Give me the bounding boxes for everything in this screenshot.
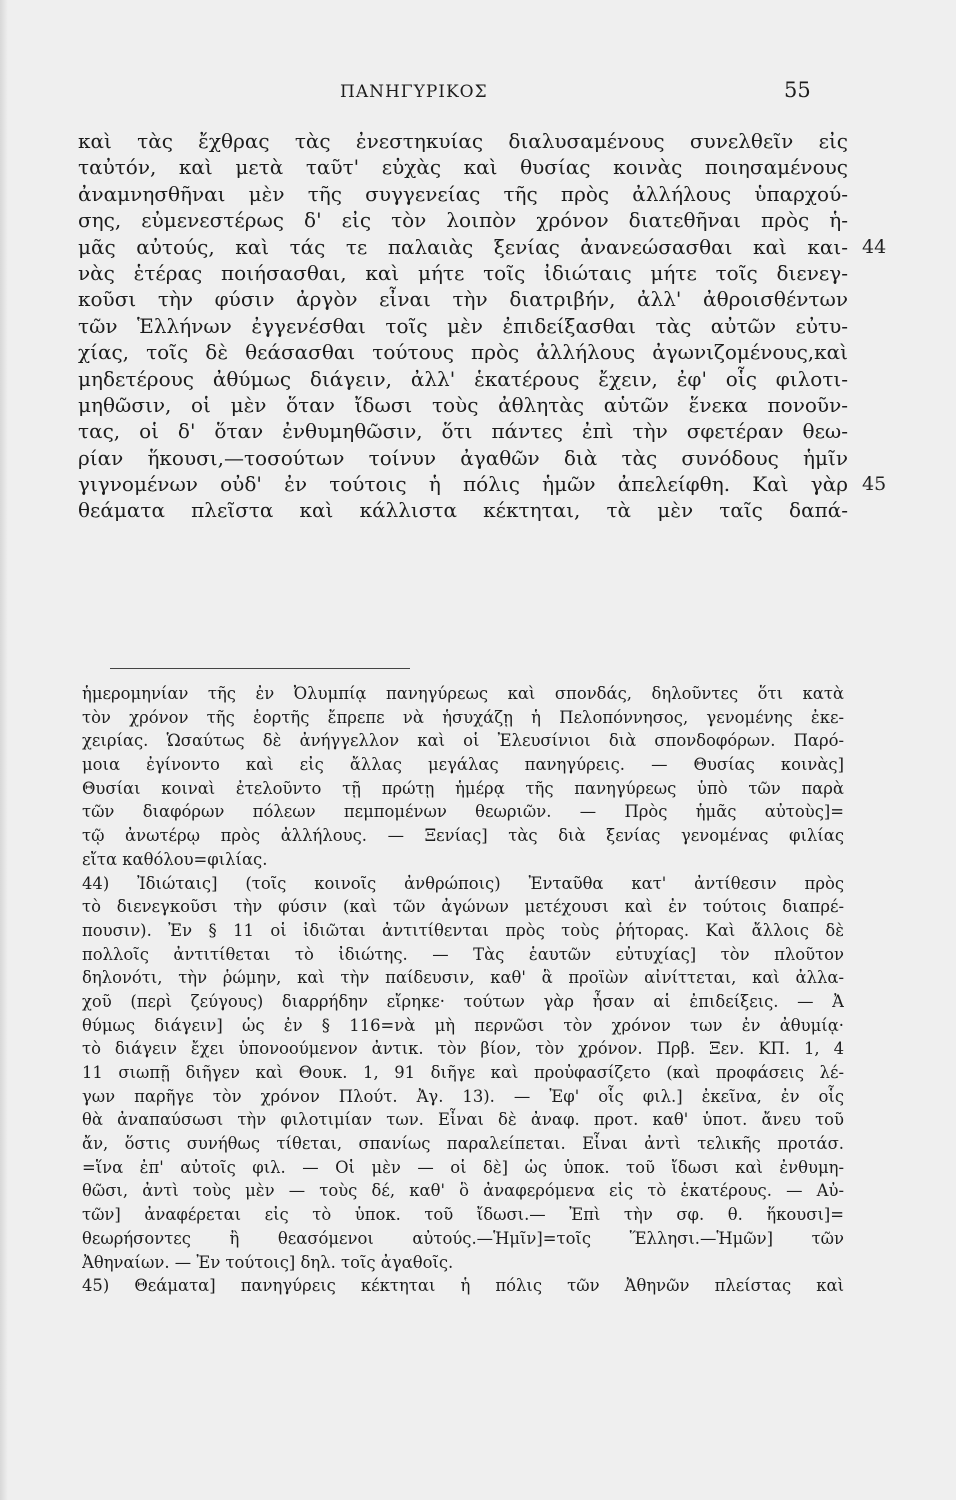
note-line: θύμως διάγειν] ὡς ἐν § 116=νὰ μὴ περνῶσι τὸν χρόνον των ἐν ἀθυμίᾳ· bbox=[82, 1015, 844, 1035]
page-header bbox=[0, 78, 956, 108]
note-line: εἴτα καθόλου=φιλίας. bbox=[82, 849, 268, 869]
note-line: τῶν διαφόρων πόλεων πεμπομένων θεωριῶν. — Πρὸς ἡμᾶς αὐτοὺς]= bbox=[82, 802, 844, 822]
note-line: μοια ἐγίνοντο καὶ εἰς ἄλλας μεγάλας πανηγύρεις. — Θυσίας κοινὰς] bbox=[82, 755, 844, 775]
note-line: τῶν] ἀναφέρεται εἰς τὸ ὑποκ. τοῦ ἴδωσι.— Ἐπὶ τὴν σφ. θ. ἥκουσι]= bbox=[82, 1205, 844, 1225]
note-line: Ἀθηναίων. — Ἐν τούτοις] δηλ. τοῖς ἀγαθοῖς. bbox=[82, 1252, 454, 1272]
note-line: χοῦ (περὶ ζεύγους) διαρρήδην εἴρηκε· τούτων γὰρ ἦσαν αἱ ἐπιδείξεις. — Ἀ bbox=[82, 991, 844, 1011]
main-text-line-content: τῶν Ἑλλήνων ἐγγενέσθαι τοῖς μὲν ἐπιδείξασθαι τὰς αὐτῶν εὐτυ- bbox=[78, 313, 848, 338]
main-text-line-content: νὰς ἑτέρας ποιήσασθαι, καὶ μήτε τοῖς ἰδιώταις μήτε τοῖς διενεγ- bbox=[78, 260, 848, 285]
main-text-line bbox=[78, 234, 887, 260]
main-text-line bbox=[78, 339, 848, 365]
note-line: ἄν, ὅστις συνήθως τίθεται, σπανίως παραλείπεται. Εἶναι ἀντὶ τελικῆς προτάσ. bbox=[82, 1134, 844, 1154]
main-text-line bbox=[78, 392, 848, 418]
main-text-line bbox=[78, 497, 848, 523]
main-text-line-content: κοῦσι τὴν φύσιν ἀργὸν εἶναι τὴν διατριβήν, ἀλλ' ἀθροισθέντων bbox=[78, 287, 848, 312]
main-text-line bbox=[78, 286, 848, 312]
note-line: πολλοῖς ἀντιτίθεται τὸ ἰδιώτης. — Τὰς ἑαυτῶν εὐτυχίας] τὸν πλοῦτον bbox=[82, 944, 844, 964]
page-gutter-shadow bbox=[0, 0, 8, 1500]
main-text-line bbox=[78, 313, 848, 339]
note-line: θεωρήσοντες ἢ θεασόμενοι αὐτούς.—Ἡμῖν]=τοῖς Ἕλλησι.—Ἡμῶν] τῶν bbox=[82, 1228, 844, 1248]
main-text-line bbox=[78, 128, 848, 154]
note-line: θῶσι, ἀντὶ τοὺς μὲν — τοὺς δέ, καθ' ὃ ἀναφερόμενα εἰς τὸ ἑκατέρους. — Αὐ- bbox=[82, 1181, 844, 1201]
main-text-line-content: θεάματα πλεῖστα καὶ κάλλιστα κέκτηται, τὰ μὲν ταῖς δαπά- bbox=[78, 498, 848, 523]
note-line: τὸ διάγειν ἔχει ὑπονοούμενον ἀντικ. τὸν βίον, τὸν χρόνον. Πρβ. Ξεν. ΚΠ. 1, 4 bbox=[82, 1039, 844, 1059]
note-line: πουσιν). Ἐν § 11 οἱ ἰδιῶται ἀντιτίθενται πρὸς τοὺς ῥήτορας. Καὶ ἄλλοις δὲ bbox=[82, 920, 844, 940]
margin-section-number: 44 bbox=[862, 235, 887, 258]
main-text-line-content: ρίαν ἥκουσι,—τοσούτων τοίνυν ἀγαθῶν διὰ τὰς συνόδους ἡμῖν bbox=[78, 445, 848, 470]
main-text-line-content: ταὐτόν, καὶ μετὰ ταῦτ' εὐχὰς καὶ θυσίας κοινὰς ποιησαμένους bbox=[78, 155, 848, 180]
main-text-line bbox=[78, 418, 848, 444]
main-text-line-content: σης, εὐμενεστέρως δ' εἰς τὸν λοιπὸν χρόνον διατεθῆναι πρὸς ἡ- bbox=[78, 208, 848, 233]
main-text-line-content: καὶ τὰς ἔχθρας τὰς ἐνεστηκυίας διαλυσαμένους συνελθεῖν εἰς bbox=[78, 129, 848, 153]
note-line: 45) Θεάματα] πανηγύρεις κέκτηται ἡ πόλις τῶν Ἀθηνῶν πλείστας καὶ bbox=[82, 1276, 844, 1296]
main-text-line bbox=[78, 154, 848, 180]
main-text-line bbox=[78, 260, 848, 286]
note-line: 44) Ἰδιώταις] (τοῖς κοινοῖς ἀνθρώποις) Ἐνταῦθα κατ' ἀντίθεσιν πρὸς bbox=[82, 873, 844, 893]
main-text-line-content: ἀναμνησθῆναι μὲν τῆς συγγενείας τῆς πρὸς ἀλλήλους ὑπαρχού- bbox=[78, 181, 848, 206]
main-text-line bbox=[78, 181, 848, 207]
note-line: =ἵνα ἐπ' αὐτοῖς φιλ. — Οἱ μὲν — οἱ δὲ] ὡς ὑποκ. τοῦ ἴδωσι καὶ ἐνθυμη- bbox=[82, 1157, 844, 1177]
page-number: 55 bbox=[784, 78, 811, 102]
note-line: ἡμερομηνίαν τῆς ἐν Ὀλυμπίᾳ πανηγύρεως καὶ σπονδάς, δηλοῦντες ὅτι κατὰ bbox=[82, 684, 844, 703]
main-text-line-content: μᾶς αὐτούς, καὶ τάς τε παλαιὰς ξενίας ἀνανεώσασθαι καὶ και- bbox=[78, 234, 848, 259]
main-text-line bbox=[78, 471, 887, 497]
note-line: τὸν χρόνον τῆς ἑορτῆς ἔπρεπε νὰ ἡσυχάζῃ ἡ Πελοπόννησος, γενομένης ἐκε- bbox=[82, 707, 844, 727]
main-text-line-content: χίας, τοῖς δὲ θεάσασθαι τούτους πρὸς ἀλλήλους ἀγωνιζομένους,καὶ bbox=[78, 340, 848, 365]
note-line: χειρίας. Ὡσαύτως δὲ ἀνήγγελλον καὶ οἱ Ἐλευσίνιοι διὰ σπονδοφόρων. Παρό- bbox=[82, 731, 844, 751]
main-text-line-content: μηθῶσιν, οἱ μὲν ὅταν ἴδωσι τοὺς ἀθλητὰς αὑτῶν ἕνεκα πονοῦν- bbox=[78, 392, 848, 417]
note-line: 11 σιωπῇ διῆγεν καὶ Θουκ. 1, 91 διῆγε καὶ προὐφασίζετο (καὶ προφάσεις λέ- bbox=[82, 1063, 844, 1082]
running-head: ΠΑΝΗΓΥΡΙΚΟΣ bbox=[340, 82, 488, 102]
note-line: τῷ ἀνωτέρῳ πρὸς ἀλλήλους. — Ξενίας] τὰς διὰ ξενίας γενομένας φιλίας bbox=[82, 826, 844, 846]
main-text-line-content: μηδετέρους ἀθύμως διάγειν, ἀλλ' ἑκατέρους ἔχειν, ἐφ' οἷς φιλοτι- bbox=[78, 366, 848, 391]
main-text-line-content: γιγνομένων οὐδ' ἐν τούτοις ἡ πόλις ἡμῶν ἀπελείφθη. Καὶ γὰρ bbox=[78, 472, 848, 497]
note-line: γων παρῆγε τὸν χρόνον Πλούτ. Ἀγ. 13). — Ἐφ' οἷς φιλ.] ἐκεῖνα, ἐν οἷς bbox=[82, 1086, 844, 1106]
main-text-line bbox=[78, 366, 848, 392]
main-text-line bbox=[78, 445, 848, 471]
note-line: θὰ ἀναπαύσωσι τὴν φιλοτιμίαν των. Εἶναι δὲ ἀναφ. προτ. καθ' ὑποτ. ἄνευ τοῦ bbox=[82, 1110, 844, 1130]
main-text bbox=[78, 128, 887, 524]
margin-section-number: 45 bbox=[862, 473, 887, 496]
footnote-rule bbox=[110, 668, 410, 669]
note-line: Θυσίαι κοιναὶ ἐτελοῦντο τῇ πρώτῃ ἡμέρᾳ τῆς πανηγύρεως ὑπὸ τῶν παρὰ bbox=[82, 778, 844, 798]
commentary-notes bbox=[82, 682, 844, 1298]
main-text-line-content: τας, οἱ δ' ὅταν ἐνθυμηθῶσιν, ὅτι πάντες ἐπὶ τὴν σφετέραν θεω- bbox=[78, 419, 848, 444]
note-line: τὸ διενεγκοῦσι τὴν φύσιν (καὶ τῶν ἀγώνων μετέχουσι καὶ ἐν τούτοις διαπρέ- bbox=[82, 897, 844, 917]
main-text-line bbox=[78, 207, 848, 233]
note-line: δηλονότι, τὴν ῥώμην, καὶ τὴν παίδευσιν, καθ' ἃ προϊὼν αἰνίττεται, καὶ ἀλλα- bbox=[82, 968, 844, 988]
